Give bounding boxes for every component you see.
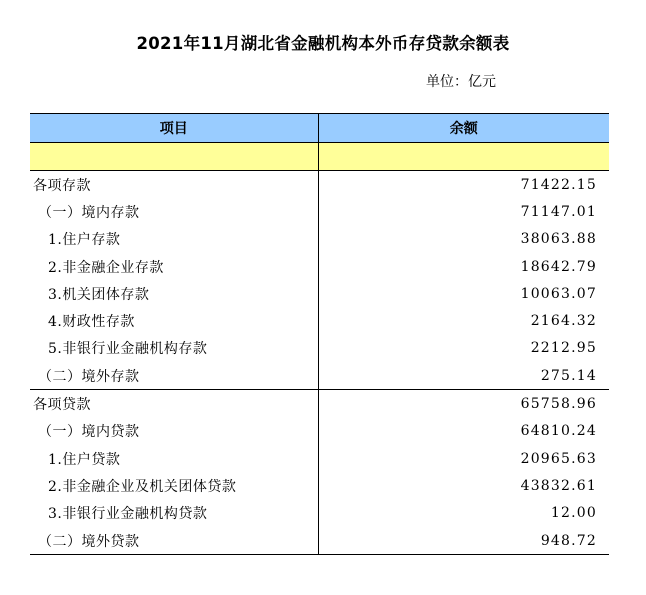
row-value: 71147.01 <box>520 203 597 220</box>
unit-label: 单位：亿元 <box>426 74 496 90</box>
row-label: 1.住户贷款 <box>30 445 318 472</box>
table-row <box>30 362 609 390</box>
table-row <box>30 527 609 555</box>
row-value: 18642.79 <box>520 258 597 275</box>
row-label: 3.机关团体存款 <box>30 280 318 307</box>
table-row <box>30 307 609 334</box>
row-value: 2212.95 <box>530 340 597 357</box>
row-value: 65758.96 <box>520 396 597 413</box>
row-label: 2.非金融企业及机关团体贷款 <box>30 472 318 499</box>
table-row <box>30 198 609 225</box>
row-value: 71422.15 <box>520 176 597 193</box>
row-label: 4.财政性存款 <box>30 307 318 334</box>
row-label: 各项存款 <box>30 171 318 199</box>
column-header-item: 项目 <box>30 114 318 143</box>
row-value: 2164.32 <box>530 313 597 330</box>
row-value: 948.72 <box>318 527 609 555</box>
row-label: （一）境内贷款 <box>30 418 318 445</box>
table-row <box>30 280 609 307</box>
row-value: 275.14 <box>318 362 609 390</box>
report-title: 2021年11月湖北省金融机构本外币存贷款余额表 <box>136 34 510 53</box>
row-label: 2.非金融企业存款 <box>30 253 318 280</box>
table-row <box>30 335 609 362</box>
row-value: 64810.24 <box>520 423 597 440</box>
table-row <box>30 418 609 445</box>
header-spacer-row <box>30 143 609 171</box>
row-label: （二）境外贷款 <box>30 527 318 555</box>
table-row <box>30 472 609 499</box>
row-label: 各项贷款 <box>30 390 318 418</box>
row-value: 20965.63 <box>520 450 597 467</box>
balance-table <box>30 113 609 555</box>
spacer-cell <box>318 143 609 171</box>
table-header-row <box>30 114 609 143</box>
row-label: 1.住户存款 <box>30 226 318 253</box>
row-label: 5.非银行业金融机构存款 <box>30 335 318 362</box>
row-label: （二）境外存款 <box>30 362 318 390</box>
table-row <box>30 445 609 472</box>
table-row <box>30 171 609 199</box>
row-value: 12.00 <box>550 505 597 522</box>
row-label: （一）境内存款 <box>30 198 318 225</box>
row-value: 38063.88 <box>520 231 597 248</box>
table-row <box>30 226 609 253</box>
table-row <box>30 253 609 280</box>
table-row <box>30 500 609 527</box>
column-header-balance: 余额 <box>318 114 609 143</box>
spacer-cell <box>30 143 318 171</box>
row-value: 43832.61 <box>520 477 597 494</box>
row-label: 3.非银行业金融机构贷款 <box>30 500 318 527</box>
row-value: 10063.07 <box>520 285 597 302</box>
table-row <box>30 390 609 418</box>
